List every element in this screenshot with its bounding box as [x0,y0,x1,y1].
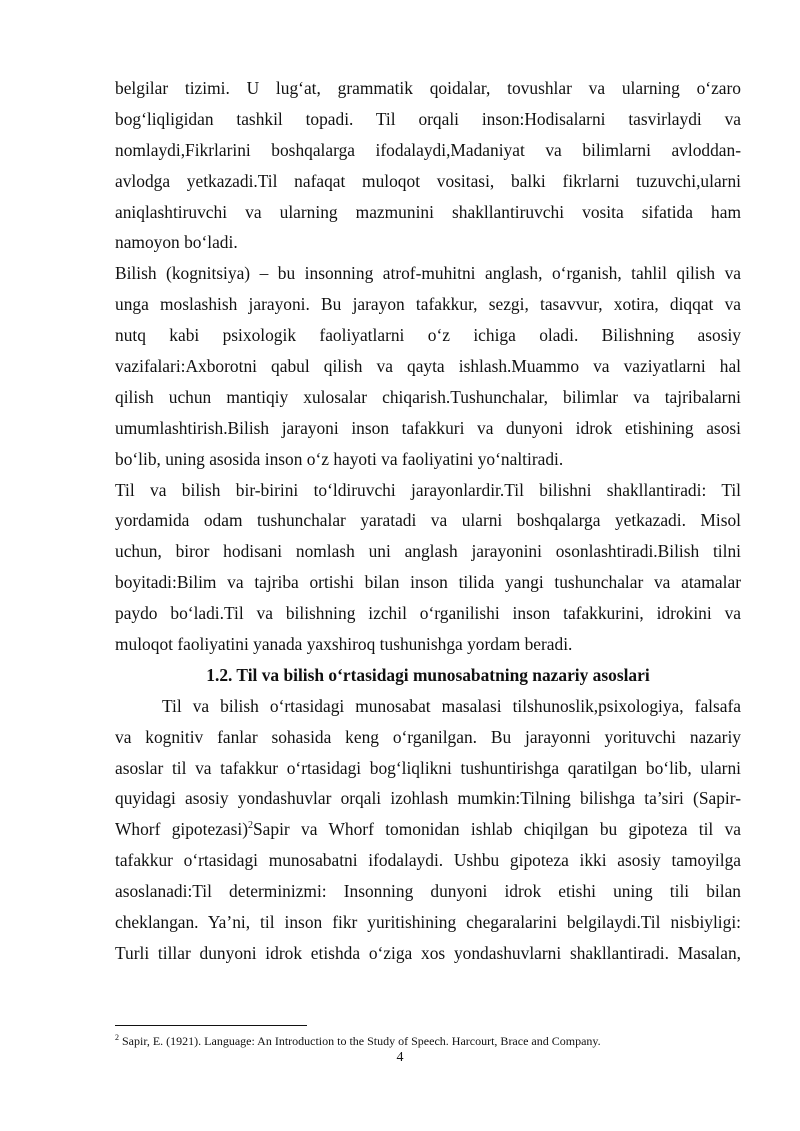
line-text: boyitadi:Bilim va tajriba ortishi bilan inson tilida yangi tushunchalar va atamalar [115,572,741,593]
line-text: uchun, biror hodisani nomlash uni anglash jarayonini osonlashtiradi.Bilish tilni [115,541,741,562]
text-line [115,166,741,197]
footnote-text: Sapir, E. (1921). Language: An Introduction to the Study of Speech. Harcourt, Brace and Company. [119,1034,601,1048]
line-text: Turli tillar dunyoni idrok etishda o‘ziga xos yondashuvlarni shakllantiradi. Masalan, [115,942,741,963]
line-text: Whorf gipotezasi) [115,819,249,840]
text-line [115,938,741,969]
text-line [115,104,741,135]
line-text: namoyon bo‘ladi. [115,232,238,253]
text-line [115,444,741,475]
text-line [115,814,741,845]
line-text: tafakkur o‘rtasidagi munosabatni ifodalaydi. Ushbu gipoteza ikki asosiy tamoyilga [115,850,741,871]
line-text: muloqot faoliyatini yanada yaxshiroq tushunishga yordam beradi. [115,634,573,655]
text-line [115,691,741,722]
text-line [115,320,741,351]
text-line [115,351,741,382]
text-line [115,382,741,413]
text-line [115,845,741,876]
line-text: yordamida odam tushunchalar yaratadi va ularni boshqalarga yetkazadi. Misol [115,510,741,531]
text-line [115,753,741,784]
text-line [115,135,741,166]
text-line [115,73,741,104]
text-line [115,258,741,289]
section-heading [115,660,741,691]
line-text: Bilish (kognitsiya) – bu insonning atrof-muhitni anglash, o‘rganish, tahlil qilish va [115,263,741,284]
line-text: nutq kabi psixologik faoliyatlarni o‘z ichiga oladi. Bilishning asosiy [115,325,741,346]
text-line [115,289,741,320]
footnote [115,1034,741,1049]
page-number: 4 [396,1050,404,1065]
line-text: paydo bo‘ladi.Til va bilishning izchil o‘rganilishi inson tafakkurini, idrokini va [115,603,741,624]
line-text: 1.2. Til va bilish o‘rtasidagi munosabatning nazariy asoslari [206,664,650,685]
body-text [115,73,741,969]
text-line [115,227,741,258]
text-line [115,505,741,536]
footnote-number: 2 [115,1033,119,1042]
text-line [115,629,741,660]
text-line [115,197,741,228]
line-text: va kognitiv fanlar sohasida keng o‘rganilgan. Bu jarayonni yorituvchi nazariy [115,726,741,747]
text-line [115,907,741,938]
text-line [115,783,741,814]
line-text-continued: Sapir va Whorf tomonidan ishlab chiqilgan bu gipoteza til va [253,819,742,840]
line-text: cheklangan. Ya’ni, til inson fikr yuritishining chegaralarini belgilaydi.Til nisbiyligi: [115,912,741,933]
text-line [115,722,741,753]
line-text: asoslar til va tafakkur o‘rtasidagi bog‘liqlikni tushuntirishga qaratilgan bo‘lib, ularni [115,757,741,778]
line-text: unga moslashish jarayoni. Bu jarayon tafakkur, sezgi, tasavvur, xotira, diqqat va [115,294,741,315]
text-line [115,598,741,629]
line-text: aniqlashtiruvchi va ularning mazmunini shakllantiruvchi vosita sifatida ham [115,201,741,222]
line-text: asoslanadi:Til determinizmi: Insonning dunyoni idrok etishi uning tili bilan [115,881,741,902]
text-line [115,413,741,444]
line-text: vazifalari:Axborotni qabul qilish va qayta ishlash.Muammo va vaziyatlarni hal [115,356,741,377]
line-text: Til va bilish o‘rtasidagi munosabat masalasi tilshunoslik,psixologiya, falsafa [162,695,741,716]
text-line [115,536,741,567]
line-text: nomlaydi,Fikrlarini boshqalarga ifodalaydi,Madaniyat va bilimlarni avloddan- [115,139,741,160]
text-line [115,567,741,598]
text-line [115,475,741,506]
line-text: umumlashtirish.Bilish jarayoni inson tafakkuri va dunyoni idrok etishining asosi [115,417,741,438]
line-text: bog‘liqligidan tashkil topadi. Til orqali inson:Hodisalarni tasvirlaydi va [115,108,741,129]
line-text: bo‘lib, uning asosida inson o‘z hayoti va faoliyatini yo‘naltiradi. [115,448,564,469]
line-text: Til va bilish bir-birini to‘ldiruvchi jarayonlardir.Til bilishni shakllantiradi: Til [115,479,741,500]
line-text: quyidagi asosiy yondashuvlar orqali izohlash mumkin:Tilning bilishga ta’siri (Sapir- [115,788,741,809]
line-text: belgilar tizimi. U lug‘at, grammatik qoidalar, tovushlar va ularning o‘zaro [115,78,741,98]
footnote-separator [115,1025,307,1026]
line-text: avlodga yetkazadi.Til nafaqat muloqot vositasi, balki fikrlarni tuzuvchi,ularni [115,170,741,191]
page-body [115,73,741,969]
footnote-reference[interactable]: 2 [248,820,254,832]
text-line [115,876,741,907]
line-text: qilish uchun mantiqiy xulosalar chiqarish.Tushunchalar, bilimlar va tajribalarni [115,386,741,407]
